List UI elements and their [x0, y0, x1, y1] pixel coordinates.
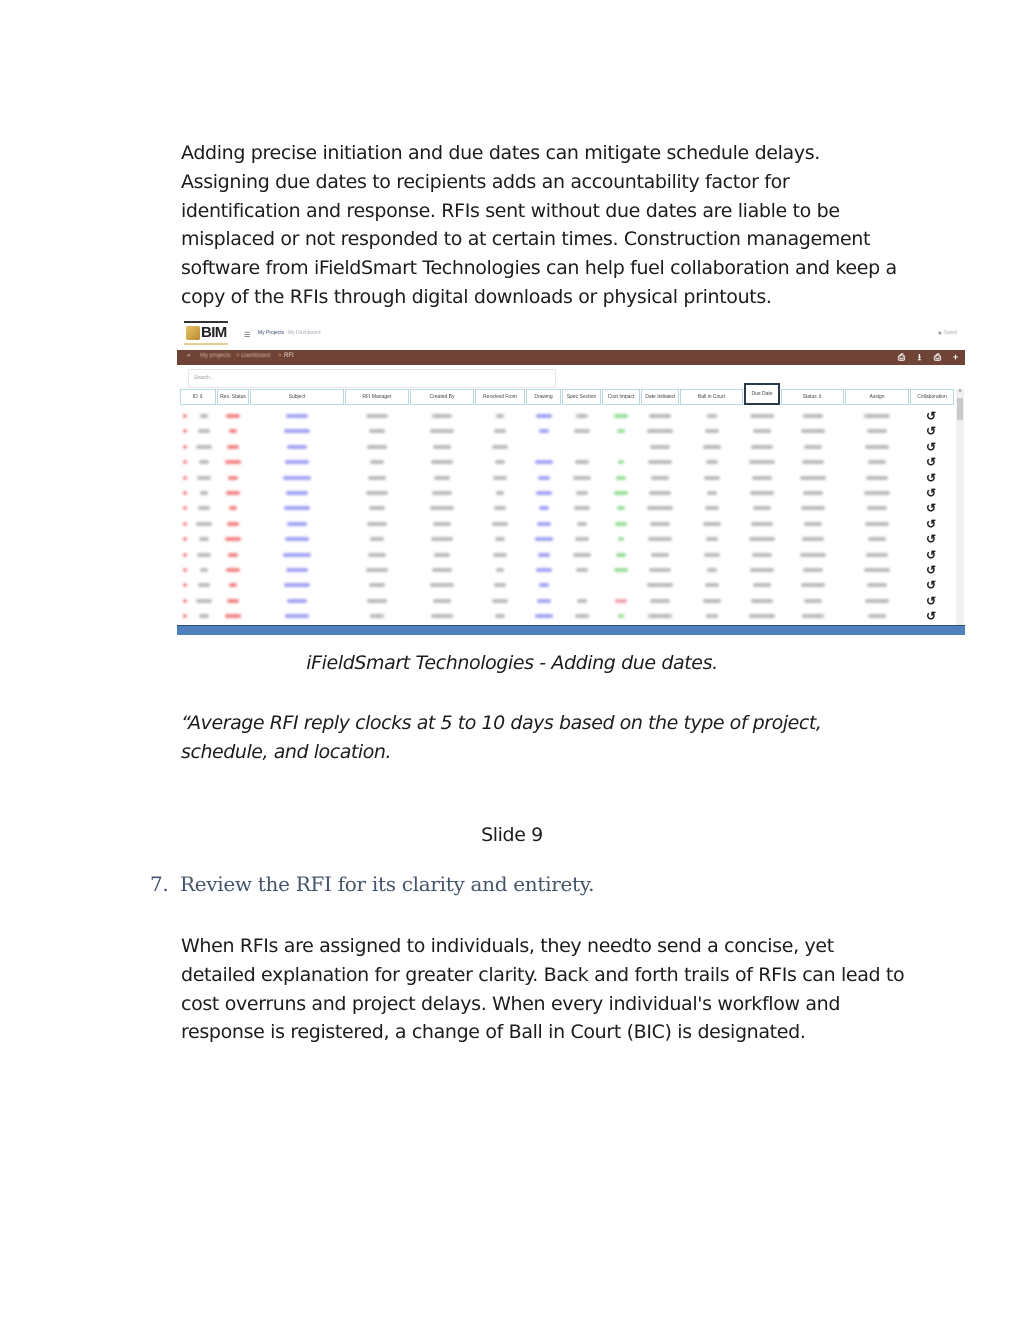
blurred-cell [369, 583, 385, 587]
blurred-cell [369, 506, 385, 510]
blurred-cell [494, 583, 506, 587]
blurred-cell [286, 414, 308, 418]
blurred-cell [493, 553, 507, 557]
blurred-cell [229, 506, 237, 510]
history-icon[interactable]: ↺ [926, 593, 937, 608]
blurred-cell [536, 414, 552, 418]
blurred-cell [496, 414, 504, 418]
blurred-cell [614, 568, 628, 572]
scroll-up-icon[interactable]: ˄ [958, 389, 962, 395]
section-heading [150, 872, 594, 896]
column-header[interactable]: Subject [250, 389, 344, 405]
blurred-cell [865, 445, 889, 449]
blurred-cell [538, 553, 550, 557]
blurred-cell [865, 599, 889, 603]
blurred-cell [539, 583, 549, 587]
blurred-cell [617, 429, 625, 433]
blurred-cell [285, 614, 309, 618]
breadcrumb-my-projects[interactable]: My projects [200, 353, 231, 359]
blurred-cell [366, 414, 388, 418]
blurred-cell [367, 599, 387, 603]
delete-icon[interactable] [183, 460, 187, 464]
blurred-cell [868, 537, 886, 541]
blurred-cell [750, 491, 774, 495]
blurred-cell [229, 429, 237, 433]
delete-icon[interactable] [183, 522, 187, 526]
print-icon[interactable]: ⎙ [897, 352, 906, 362]
blurred-cell [493, 476, 507, 480]
blurred-cell [707, 568, 717, 572]
blurred-cell [866, 553, 888, 557]
delete-icon[interactable] [183, 445, 187, 449]
blurred-cell [574, 429, 590, 433]
blurred-cell [227, 599, 239, 603]
blurred-cell [573, 476, 591, 480]
blurred-cell [286, 568, 308, 572]
delete-icon[interactable] [183, 476, 187, 480]
blurred-cell [575, 460, 589, 464]
blurred-cell [284, 583, 310, 587]
blurred-cell [867, 506, 887, 510]
user-menu[interactable]: ▲ Guest [937, 330, 957, 336]
blurred-cell [749, 460, 775, 464]
blurred-cell [648, 460, 672, 464]
blurred-cell [494, 429, 506, 433]
blurred-cell [535, 614, 553, 618]
blurred-cell [287, 522, 307, 526]
history-icon[interactable]: ↺ [926, 532, 937, 547]
blurred-cell [198, 506, 210, 510]
blurred-cell [431, 460, 453, 464]
app-header [177, 318, 965, 350]
nav-my-dashboard[interactable]: My Dashboard [288, 330, 321, 336]
blurred-cell [430, 506, 454, 510]
body-paragraph: When RFIs are assigned to individuals, they needto send a concise, yet detailed explanation for greater clarity. Back and forth trails of RFIs can lead to cost overruns and project delays. When every individual's workflow and response is registered, a change of Ball in Court (BIC) is designated. [181, 935, 905, 1044]
blurred-cell [367, 445, 387, 449]
history-icon[interactable]: ↺ [926, 455, 937, 470]
blurred-cell [752, 553, 772, 557]
blurred-cell [802, 614, 824, 618]
blurred-cell [368, 476, 386, 480]
blurred-cell [196, 522, 212, 526]
table-row[interactable] [180, 471, 953, 486]
blurred-cell [366, 568, 388, 572]
breadcrumb-dashboard[interactable]: Dashboard [241, 353, 271, 359]
column-header[interactable]: Res. Status [217, 389, 249, 405]
blurred-cell [864, 568, 890, 572]
delete-icon[interactable] [183, 506, 187, 510]
blurred-cell [197, 553, 211, 557]
blurred-cell [430, 583, 454, 587]
delete-icon[interactable] [183, 568, 187, 572]
blurred-cell [537, 599, 551, 603]
blurred-cell [705, 429, 719, 433]
column-header[interactable]: Spec Section [562, 389, 601, 405]
blurred-cell [864, 491, 890, 495]
column-header[interactable]: Created By [410, 389, 474, 405]
blurred-cell [647, 583, 673, 587]
blurred-cell [226, 568, 240, 572]
blurred-cell [868, 614, 886, 618]
blurred-cell [575, 614, 589, 618]
table-row[interactable] [180, 501, 953, 516]
blurred-cell [866, 476, 888, 480]
delete-icon[interactable] [183, 553, 187, 557]
blurred-cell [492, 522, 508, 526]
heading-number: 7. [150, 872, 169, 896]
blurred-cell [752, 476, 772, 480]
blurred-cell [200, 414, 208, 418]
blurred-cell [801, 429, 825, 433]
blurred-cell [198, 583, 210, 587]
rfi-screenshot [177, 318, 965, 635]
blurred-cell [367, 522, 387, 526]
blurred-cell [706, 460, 718, 464]
blurred-cell [200, 491, 208, 495]
blurred-cell [537, 522, 551, 526]
figure-caption: iFieldSmart Technologies - Adding due dates. [306, 652, 718, 674]
history-icon[interactable]: ↺ [926, 578, 937, 593]
blurred-cell [749, 537, 775, 541]
blurred-cell [196, 599, 212, 603]
table-row[interactable] [180, 517, 953, 532]
blurred-cell [535, 460, 553, 464]
blurred-cell [197, 476, 211, 480]
column-header[interactable]: Due Date [744, 383, 780, 405]
blurred-cell [492, 599, 508, 603]
blurred-cell [199, 537, 209, 541]
history-icon[interactable]: ↺ [926, 501, 937, 516]
blurred-cell [703, 599, 721, 603]
breadcrumb [177, 350, 965, 365]
blurred-cell [706, 614, 718, 618]
breadcrumb-rfi: RFI [284, 353, 294, 359]
bim-logo: BIM [184, 321, 228, 345]
blurred-cell [496, 491, 504, 495]
blurred-cell [614, 491, 628, 495]
blurred-cell [433, 445, 451, 449]
column-header[interactable]: ID ⇕ [180, 389, 216, 405]
blurred-cell [750, 568, 774, 572]
blurred-cell [803, 568, 823, 572]
blurred-cell [801, 583, 825, 587]
delete-icon[interactable] [183, 614, 187, 618]
blurred-cell [614, 414, 628, 418]
table-row[interactable] [180, 532, 953, 547]
table-row[interactable] [180, 424, 953, 439]
blurred-cell [225, 537, 241, 541]
search-input[interactable]: Search... [188, 369, 556, 388]
blurred-cell [707, 414, 717, 418]
history-icon[interactable]: ↺ [926, 547, 937, 562]
blurred-cell [538, 476, 550, 480]
blurred-cell [753, 429, 771, 433]
blurred-cell [539, 506, 549, 510]
blurred-cell [751, 522, 773, 526]
print-icon[interactable]: ⎙ [933, 352, 942, 362]
blurred-cell [432, 568, 452, 572]
blurred-cell [287, 599, 307, 603]
blurred-cell [536, 491, 552, 495]
table-row[interactable] [180, 578, 953, 593]
blurred-cell [803, 491, 823, 495]
history-icon[interactable]: ↺ [926, 470, 937, 485]
blurred-cell [575, 537, 589, 541]
history-icon[interactable]: ↺ [926, 409, 937, 423]
blurred-cell [615, 599, 627, 603]
blurred-cell [370, 537, 384, 541]
blurred-cell [802, 537, 824, 541]
breadcrumb-separator: > [278, 353, 282, 359]
blurred-cell [495, 614, 505, 618]
blurred-cell [434, 476, 450, 480]
blurred-cell [228, 553, 238, 557]
blurred-cell [617, 506, 625, 510]
plus-icon[interactable]: + [952, 352, 959, 362]
blurred-cell [751, 599, 773, 603]
delete-icon[interactable] [183, 491, 187, 495]
blurred-cell [651, 553, 669, 557]
quote: “Average RFI reply clocks at 5 to 10 days based on the type of project, schedule, and location. [181, 712, 822, 763]
blurred-cell [199, 460, 209, 464]
blurred-cell [616, 553, 626, 557]
blurred-cell [369, 429, 385, 433]
history-icon[interactable]: ↺ [926, 486, 937, 500]
blurred-cell [284, 506, 310, 510]
blurred-cell [615, 522, 627, 526]
blurred-cell [650, 445, 670, 449]
blurred-cell [800, 476, 826, 480]
blurred-cell [651, 476, 669, 480]
blurred-cell [867, 429, 887, 433]
blurred-cell [574, 506, 590, 510]
bottom-bar [177, 625, 965, 635]
blurred-cell [618, 614, 624, 618]
history-icon[interactable]: ↺ [926, 439, 937, 454]
blurred-cell [198, 429, 210, 433]
blurred-cell [199, 614, 209, 618]
blurred-cell [370, 614, 384, 618]
history-icon[interactable]: ↺ [926, 516, 937, 531]
download-icon[interactable]: ⭳ [917, 352, 922, 362]
blurred-cell [495, 537, 505, 541]
blurred-cell [431, 614, 453, 618]
blurred-cell [432, 491, 452, 495]
blurred-cell [573, 553, 591, 557]
blurred-cell [647, 429, 673, 433]
blurred-cell [284, 429, 310, 433]
blurred-cell [648, 614, 672, 618]
column-header[interactable]: Date Initiated [641, 389, 679, 405]
blurred-cell [618, 537, 624, 541]
table-row[interactable] [180, 548, 953, 563]
column-header[interactable]: Assign [845, 389, 909, 405]
blurred-cell [703, 445, 721, 449]
table-scrollbar[interactable] [956, 389, 964, 625]
blurred-cell [577, 522, 587, 526]
blurred-cell [751, 445, 773, 449]
blurred-cell [576, 491, 588, 495]
blurred-cell [804, 522, 822, 526]
blurred-cell [649, 568, 671, 572]
table-row[interactable] [180, 455, 953, 470]
blurred-cell [576, 568, 588, 572]
blurred-cell [577, 599, 587, 603]
blurred-cell [616, 476, 626, 480]
blurred-cell [648, 537, 672, 541]
table-row[interactable] [180, 440, 953, 455]
blurred-cell [649, 491, 671, 495]
slide-label: Slide 9 [481, 824, 543, 846]
blurred-cell [867, 583, 887, 587]
history-icon[interactable]: ↺ [926, 563, 937, 577]
blurred-cell [229, 583, 237, 587]
blurred-cell [226, 414, 240, 418]
blurred-cell [370, 460, 384, 464]
blurred-cell [703, 522, 721, 526]
blurred-cell [286, 491, 308, 495]
blurred-cell [753, 506, 771, 510]
blurred-cell [225, 460, 241, 464]
blurred-cell [804, 445, 822, 449]
blurred-cell [803, 414, 823, 418]
breadcrumb-separator: > [236, 353, 240, 359]
column-header[interactable]: Cost Impact [602, 389, 640, 405]
blurred-cell [650, 522, 670, 526]
column-header[interactable]: Status ⇕ [781, 389, 844, 405]
blurred-cell [705, 583, 719, 587]
table-row[interactable] [180, 409, 953, 424]
blurred-cell [287, 445, 307, 449]
blurred-cell [433, 599, 451, 603]
blurred-cell [704, 476, 720, 480]
blurred-cell [432, 414, 452, 418]
column-header[interactable]: Received From [475, 389, 525, 405]
blurred-cell [434, 553, 450, 557]
blurred-cell [705, 506, 719, 510]
blurred-cell [196, 445, 212, 449]
blurred-cell [865, 522, 889, 526]
blurred-cell [431, 537, 453, 541]
blurred-cell [706, 537, 718, 541]
blurred-cell [496, 568, 504, 572]
blurred-cell [707, 491, 717, 495]
blurred-cell [430, 429, 454, 433]
history-icon[interactable]: ↺ [926, 609, 937, 624]
column-header[interactable]: Drawing [526, 389, 561, 405]
blurred-cell [801, 506, 825, 510]
blurred-cell [749, 614, 775, 618]
blurred-cell [492, 445, 508, 449]
blurred-cell [650, 599, 670, 603]
blurred-cell [576, 414, 588, 418]
scroll-thumb[interactable] [957, 398, 963, 420]
blurred-cell [704, 553, 720, 557]
blurred-cell [495, 460, 505, 464]
table-row[interactable] [180, 609, 953, 624]
blurred-cell [535, 537, 553, 541]
blurred-cell [750, 414, 774, 418]
blurred-cell [647, 506, 673, 510]
table-row[interactable] [180, 563, 953, 578]
column-header[interactable]: RFI Manager [345, 389, 409, 405]
delete-icon[interactable] [183, 429, 187, 433]
blurred-cell [804, 599, 822, 603]
table-row[interactable] [180, 594, 953, 609]
blurred-cell [285, 460, 309, 464]
delete-icon[interactable] [183, 414, 187, 418]
blurred-cell [649, 414, 671, 418]
menu-icon[interactable]: ☰ [244, 332, 251, 339]
blurred-cell [868, 460, 886, 464]
double-chevron-left-icon[interactable]: « [187, 353, 191, 359]
delete-icon[interactable] [183, 599, 187, 603]
history-icon[interactable]: ↺ [926, 424, 937, 439]
blurred-cell [618, 460, 624, 464]
column-header[interactable]: Ball in Court [680, 389, 743, 405]
blurred-cell [494, 506, 506, 510]
blurred-cell [753, 583, 771, 587]
blurred-cell [227, 522, 239, 526]
user-icon: ▲ [937, 330, 943, 336]
blurred-cell [200, 568, 208, 572]
logo-image [186, 326, 200, 340]
blurred-cell [368, 553, 386, 557]
table-row[interactable] [180, 486, 953, 501]
blurred-cell [225, 614, 241, 618]
delete-icon[interactable] [183, 583, 187, 587]
intro-paragraph: Adding precise initiation and due dates can mitigate schedule delays. Assigning due dates to recipients adds an accountability factor for identification and response. RFIs sent without due dates are liable to be misplaced or not responded to at certain times. Construction management software from iFieldSmart Technologies can help fuel collaboration and keep a copy of the RFIs through digital downloads or physical printouts. [181, 142, 897, 308]
blurred-cell [226, 491, 240, 495]
blurred-cell [366, 491, 388, 495]
blurred-cell [800, 553, 826, 557]
blurred-cell [227, 445, 239, 449]
blurred-cell [536, 568, 552, 572]
blurred-cell [539, 429, 549, 433]
blurred-cell [283, 476, 311, 480]
blurred-cell [802, 460, 824, 464]
blurred-cell [228, 476, 238, 480]
blurred-cell [864, 414, 890, 418]
blurred-cell [285, 537, 309, 541]
toolbar [896, 352, 961, 363]
column-header[interactable]: Collaboration [910, 389, 954, 405]
delete-icon[interactable] [183, 537, 187, 541]
heading-text: Review the RFI for its clarity and entirety. [180, 872, 595, 896]
blurred-cell [433, 522, 451, 526]
blurred-cell [283, 553, 311, 557]
nav-my-projects[interactable]: My Projects [258, 330, 285, 336]
